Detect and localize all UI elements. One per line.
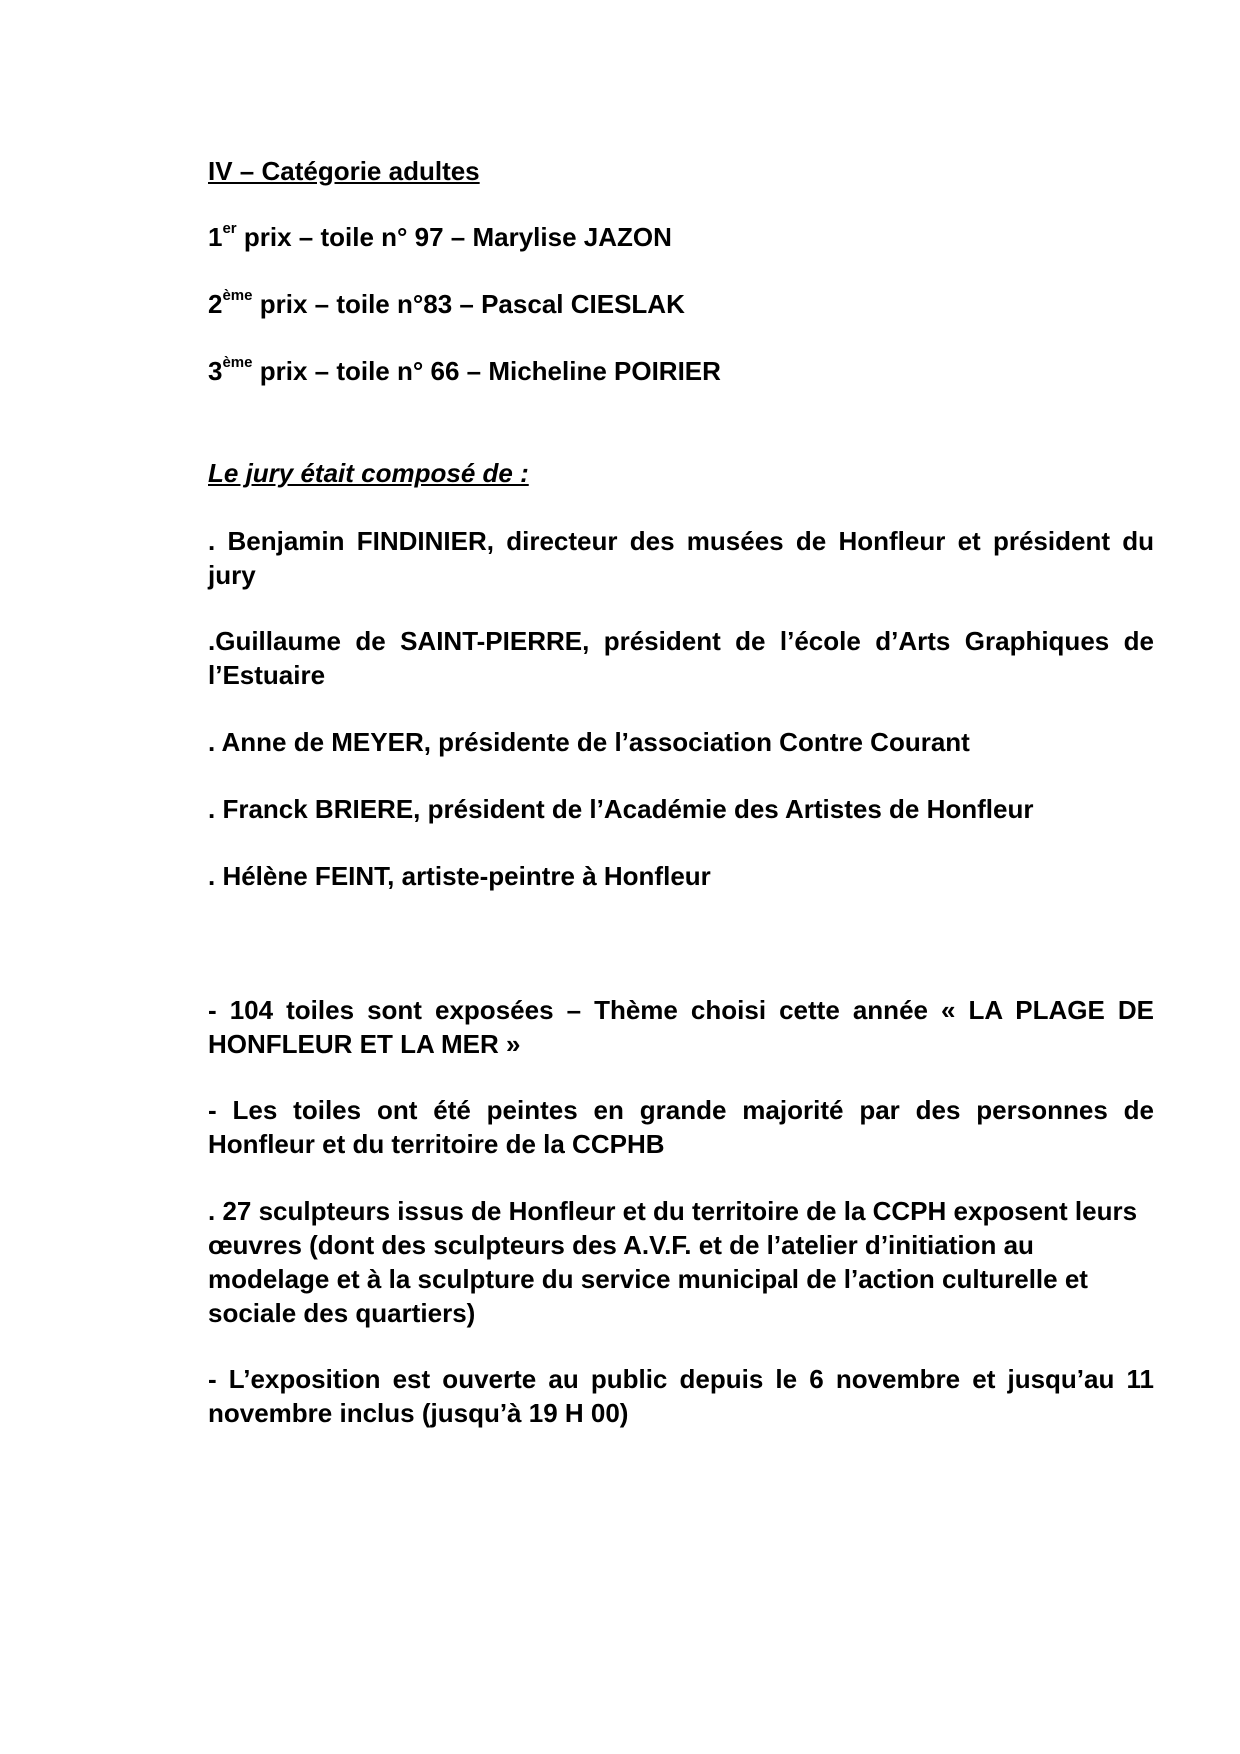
note-paragraph: - Les toiles ont été peintes en grande majorité par des personnes de Honfleur et du territoire de la CCPHB	[208, 1095, 1154, 1159]
prize-rank: 3	[208, 356, 223, 386]
note-paragraph: . 27 sculpteurs issus de Honfleur et du territoire de la CCPH exposent leurs œuvres (dont des sculpteurs des A.V.F. et de l’atelier d’initiation au modelage et à la sculpture du service municipal de l’action culturelle et sociale des quartiers)	[208, 1196, 1138, 1328]
prize-text: prix – toile n°83 – Pascal CIESLAK	[252, 289, 685, 319]
jury-member: . Hélène FEINT, artiste-peintre à Honfleur	[208, 861, 711, 891]
jury-heading: Le jury était composé de :	[208, 458, 529, 488]
jury-member: . Benjamin FINDINIER, directeur des musées de Honfleur et président du jury	[208, 526, 1154, 590]
prize-text: prix – toile n° 66 – Micheline POIRIER	[252, 356, 721, 386]
section-title: IV – Catégorie adultes	[208, 156, 480, 186]
prize-text: prix – toile n° 97 – Marylise JAZON	[236, 222, 672, 252]
prize-rank: 2	[208, 289, 223, 319]
prize-rank-suffix: ème	[222, 354, 253, 372]
note-paragraph: - L’exposition est ouverte au public depuis le 6 novembre et jusqu’au 11 novembre inclus (jusqu’à 19 H 00)	[208, 1364, 1154, 1428]
jury-member: .Guillaume de SAINT-PIERRE, président de l’école d’Arts Graphiques de l’Estuaire	[208, 626, 1154, 690]
prize-first	[208, 220, 1154, 254]
jury-member: . Franck BRIERE, président de l’Académie des Artistes de Honfleur	[208, 794, 1034, 824]
note-paragraph: - 104 toiles sont exposées – Thème choisi cette année « LA PLAGE DE HONFLEUR ET LA MER »	[208, 995, 1154, 1059]
prize-rank-suffix: ème	[222, 287, 253, 305]
prize-second	[208, 287, 1154, 321]
prize-rank-suffix: er	[222, 220, 237, 238]
prize-rank: 1	[208, 222, 223, 252]
prize-third	[208, 354, 1154, 388]
jury-member: . Anne de MEYER, présidente de l’association Contre Courant	[208, 727, 970, 757]
